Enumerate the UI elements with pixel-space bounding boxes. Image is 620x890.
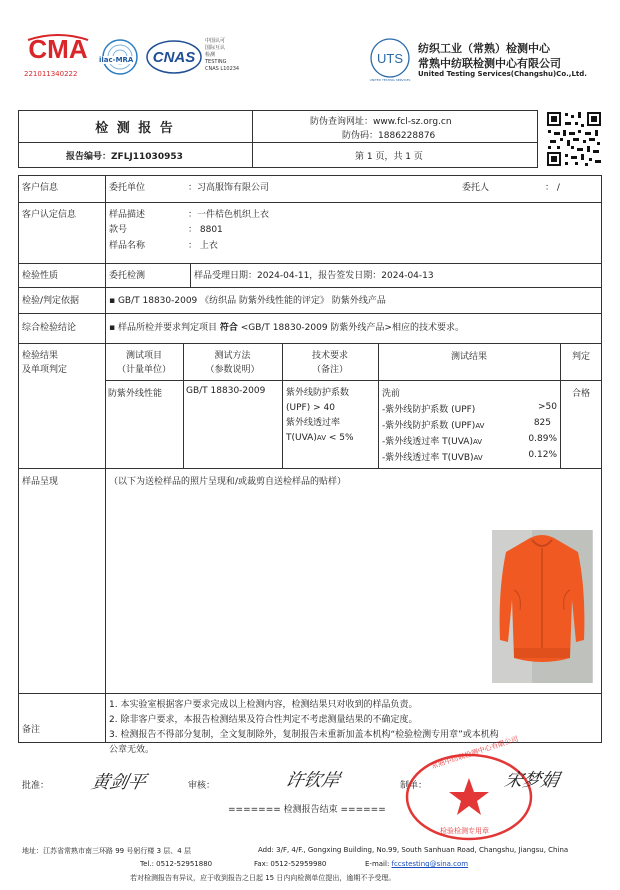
uts-logo (368, 36, 412, 80)
result-judge: 合格 (571, 389, 590, 399)
review-signature: 许钦岸 (283, 770, 342, 791)
result-row-3: -紫外线透过率 T(UVB)AV 0.12% (382, 450, 557, 463)
inspection-type: 委托检测 (109, 271, 146, 281)
remarks-section-label: 备注 (22, 725, 41, 735)
result-title: 洗前 (382, 389, 401, 399)
report-title: 检 测 报 告 (95, 121, 175, 136)
fax: Fax: 0512-52959980 (254, 860, 327, 868)
header-result: 测试结果 (450, 352, 487, 362)
style-label: 款号 (109, 225, 128, 235)
customer-section-label: 客户信息 (22, 183, 59, 193)
cnas-logo (145, 38, 203, 76)
remark-3: 3. 检测报告不得部分复制，全文复制除外，复制报告未重新加盖本机构“检验检测专用章”或本机构 (109, 730, 499, 740)
email: E-mail: fccstesting@sina.com (365, 860, 469, 868)
header-item: 测试项目 （计量单位） (116, 351, 171, 375)
tel: Tel.: 0512-52951880 (140, 860, 213, 868)
result-row-2: -紫外线透过率 T(UVA)AV 0.89% (382, 434, 557, 447)
client-label: 委托单位 (109, 183, 146, 193)
result-method: GB/T 18830-2009 (186, 386, 266, 396)
ilac-text: ilac-MRA (99, 56, 134, 64)
inspection-dates: 样品受理日期：2024-04-11，报告签发日期：2024-04-13 (194, 271, 434, 281)
remark-4: 公章无效。 (109, 745, 155, 755)
svg-text:CMA: CMA (28, 34, 88, 64)
sample-section-label: 客户认定信息 (22, 210, 77, 220)
uts-ring-text: UNITED TESTING SERVICES (369, 78, 411, 82)
prepare-signature: 宋梦娟 (502, 770, 561, 791)
objection-note: 若对检测报告有异议，应于收到报告之日起 15 日内向检测单位提出，逾期不予受理。 (130, 874, 396, 882)
sample-photo (492, 530, 593, 683)
stamp-top-text: 常熟中纺联检测中心有限公司 (430, 734, 520, 771)
approve-signature: 黄剑平 (89, 772, 148, 793)
page-info: 第 1 页，共 1 页 (355, 152, 423, 162)
svg-text:UTS: UTS (377, 51, 403, 66)
remarks-list (109, 698, 499, 758)
remark-1: 1. 本实验室根据客户要求完成以上检测内容，检测结果只对收到的样品负责。 (109, 700, 418, 710)
inspection-section-label: 检验性质 (22, 271, 59, 281)
conclusion-value: ▪ 样品所检并要求判定项目 符合 <GB/T 18830-2009 防紫外线产品>相应的技术要求。 (109, 323, 464, 333)
sample-desc-label: 样品描述 (109, 210, 146, 220)
sample-name-value: ： 上衣 (188, 241, 218, 251)
basis-section-label: 检验/判定依据 (22, 296, 80, 306)
sample-name-label: 样品名称 (109, 241, 146, 251)
header-requirement: 技术要求 （备注） (311, 351, 348, 375)
prepare-label: 制单： (400, 781, 428, 791)
org-en: United Testing Services(Changshu)Co.,Ltd. (418, 70, 587, 78)
style-value: ： 8801 (188, 225, 223, 235)
presentation-note: （以下为送检样品的照片呈现和/或裁剪自送检样品的贴样） (109, 477, 347, 487)
cnas-side-text: 中国认可 国际互认 检测 TESTING CNAS L10234 (205, 38, 240, 72)
result-row-1: -紫外线防护系数 (UPF)AV 825 (382, 418, 551, 431)
consignor-label: 委托人 (462, 183, 490, 193)
basis-value: ▪ GB/T 18830-2009 《纺织品 防紫外线性能的评定》 防紫外线产品 (109, 296, 386, 306)
approve-label: 批准： (22, 781, 50, 791)
address-en: Add: 3/F, 4/F., Gongxing Building, No.99, South Sanhuan Road, Changshu, Jiangsu, China (258, 846, 569, 854)
remark-2: 2. 除非客户要求，本报告检测结果及符合性判定不考虑测量结果的不确定度。 (109, 715, 418, 725)
stamp-bottom-text: 检验检测专用章 (440, 827, 489, 835)
result-requirement: 紫外线防护系数 (UPF) > 40 紫外线透过率 T(UVA)AV < 5% (286, 388, 354, 443)
org-cn-line2: 常熟中纺联检测中心有限公司 (418, 57, 561, 70)
org-cn-line1: 纺织工业（常熟）检测中心 (418, 42, 550, 55)
sample-desc-value: ：一件桔色机织上衣 (188, 210, 270, 220)
header-method: 测试方法 （参数说明） (205, 351, 260, 375)
cma-number: 221011340222 (24, 70, 78, 78)
result-item: 防紫外线性能 (108, 389, 163, 399)
address-cn: 地址：江苏省常熟市南三环路 99 号躬行楼 3 层、4 层 (22, 847, 191, 855)
svg-text:CNAS: CNAS (152, 49, 196, 66)
report-number: 报告编号：ZFLJ11030953 (66, 152, 183, 162)
cma-logo (22, 34, 94, 74)
results-section-label: 检验结果 及单项判定 (22, 351, 68, 375)
verify-code: 防伪码：1886228876 (342, 131, 436, 141)
consignor-value: ： / (545, 183, 560, 193)
client-value: ：习高服饰有限公司 (188, 183, 270, 193)
conclusion-section-label: 综合检验结论 (22, 323, 77, 333)
end-line: ======= 检测报告结束 ====== (228, 805, 386, 815)
header-judge: 判定 (571, 352, 590, 362)
review-label: 审核： (188, 781, 216, 791)
verify-site: 防伪查询网址：www.fcl-sz.org.cn (310, 117, 452, 127)
presentation-section-label: 样品呈现 (22, 477, 59, 487)
result-row-0: -紫外线防护系数 (UPF) >50 (382, 402, 557, 415)
email-link[interactable]: fccstesting@sina.com (391, 860, 469, 868)
qr-code (545, 110, 603, 168)
